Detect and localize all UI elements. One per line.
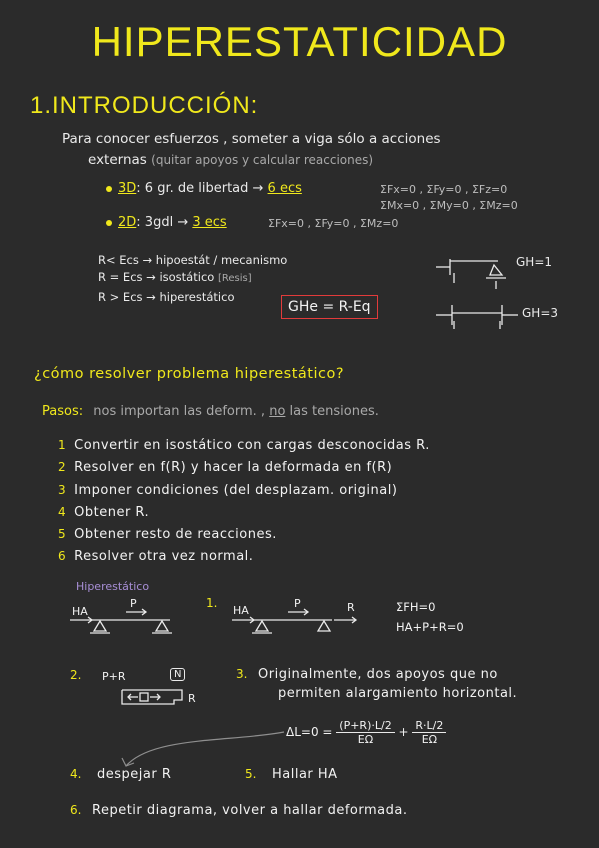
step-number: 1 bbox=[58, 438, 67, 452]
relation-1: R< Ecs → hipoestát / mecanismo bbox=[98, 253, 288, 267]
gh-diagrams bbox=[430, 255, 580, 335]
step5-text: Hallar HA bbox=[272, 767, 338, 782]
example-step6-number: 6. bbox=[70, 803, 82, 817]
step-item bbox=[58, 483, 397, 498]
beam-hiper bbox=[70, 606, 200, 640]
steps-note-no: no bbox=[269, 404, 286, 419]
bullet-3d-text: : 6 gr. de libertad → bbox=[136, 181, 264, 196]
bullet-3d bbox=[106, 181, 302, 196]
step3-line1: Originalmente, dos apoyos que no bbox=[258, 667, 498, 682]
eqs-3d-line2: ΣMx=0 , ΣMy=0 , ΣMz=0 bbox=[380, 199, 518, 212]
example-step2-number: 2. bbox=[70, 668, 82, 682]
p-label-1: P bbox=[130, 597, 137, 610]
step-text: Resolver en f(R) y hacer la deformada en f(R) bbox=[74, 460, 393, 475]
question-heading: ¿cómo resolver problema hiperestático? bbox=[34, 366, 345, 382]
relation-3: R > Ecs → hiperestático bbox=[98, 290, 235, 304]
step2-n-box: N bbox=[170, 668, 185, 681]
relation-2-text: R = Ecs → isostático bbox=[98, 270, 215, 284]
step-item bbox=[58, 527, 277, 542]
gh3-label: GH=3 bbox=[522, 306, 559, 320]
bullet-2d bbox=[106, 215, 227, 230]
eqs-3d-line1: ΣFx=0 , ΣFy=0 , ΣFz=0 bbox=[380, 183, 508, 196]
step-item bbox=[58, 460, 392, 475]
fraction-1-denominator: EΩ bbox=[357, 733, 374, 746]
eq-ha-p-r: HA+P+R=0 bbox=[396, 620, 464, 634]
fraction-1 bbox=[336, 719, 394, 746]
step-item bbox=[58, 438, 430, 453]
intro-line1: Para conocer esfuerzos , someter a viga sólo a acciones bbox=[62, 131, 441, 147]
steps-note-a: nos importan las deform. , bbox=[93, 404, 266, 419]
delta-l: ΔL=0 = bbox=[286, 725, 333, 739]
steps-label: Pasos: bbox=[42, 404, 84, 419]
relation-2-note: [Resis] bbox=[217, 273, 252, 284]
formula-box: GHe = R-Eq bbox=[281, 295, 378, 319]
r-label-2: R bbox=[347, 601, 355, 614]
example-step1-number: 1. bbox=[206, 596, 218, 610]
ha-label-2: HA bbox=[233, 604, 249, 617]
bar-step2 bbox=[118, 686, 188, 710]
step3-line2: permiten alargamiento horizontal. bbox=[278, 686, 518, 701]
equation bbox=[286, 719, 446, 746]
step-text: Imponer condiciones (del desplazam. original) bbox=[74, 483, 398, 498]
gh1-label: GH=1 bbox=[516, 255, 553, 269]
bullet-2d-label: 2D bbox=[118, 215, 137, 230]
step2-r: R bbox=[188, 692, 196, 705]
bullet-2d-text: : 3gdl → bbox=[136, 215, 189, 230]
bullet-2d-ecs: 3 ecs bbox=[192, 215, 227, 230]
step4-text: despejar R bbox=[97, 767, 172, 782]
page-title: HIPERESTATICIDAD bbox=[91, 18, 508, 65]
step-number: 5 bbox=[58, 527, 67, 541]
beam-step1 bbox=[232, 606, 362, 640]
steps-note-b: las tensiones. bbox=[289, 404, 379, 419]
hiper-label: Hiperestático bbox=[76, 580, 150, 593]
step2-label: P+R bbox=[102, 670, 126, 683]
relation-2 bbox=[98, 270, 252, 284]
eq-sum-fh: ΣFH=0 bbox=[396, 600, 436, 614]
ha-label-1: HA bbox=[72, 605, 88, 618]
step-number: 2 bbox=[58, 460, 67, 474]
example-step4-number: 4. bbox=[70, 767, 82, 781]
step-text: Obtener R. bbox=[74, 505, 150, 520]
intro-heading: 1.INTRODUCCIÓN: bbox=[30, 92, 259, 119]
step-text: Obtener resto de reacciones. bbox=[74, 527, 277, 542]
fraction-2-denominator: EΩ bbox=[421, 733, 438, 746]
step-number: 6 bbox=[58, 549, 67, 563]
example-step3-number: 3. bbox=[236, 667, 248, 681]
bullet-3d-ecs: 6 ecs bbox=[267, 181, 302, 196]
intro-line2-note: (quitar apoyos y calcular reacciones) bbox=[151, 153, 374, 167]
step-number: 4 bbox=[58, 505, 67, 519]
step-item bbox=[58, 505, 149, 520]
fraction-1-numerator: (P+R)·L/2 bbox=[336, 719, 394, 733]
bullet-dot bbox=[106, 186, 112, 192]
step6-text: Repetir diagrama, volver a hallar deformada. bbox=[92, 803, 408, 818]
step-text: Convertir en isostático con cargas desconocidas R. bbox=[74, 438, 430, 453]
fraction-2-numerator: R·L/2 bbox=[412, 719, 446, 733]
step-text: Resolver otra vez normal. bbox=[74, 549, 254, 564]
intro-line2 bbox=[88, 152, 373, 168]
bullet-3d-label: 3D bbox=[118, 181, 137, 196]
step-number: 3 bbox=[58, 483, 67, 497]
p-label-2: P bbox=[294, 597, 301, 610]
bullet-dot bbox=[106, 220, 112, 226]
plus-sign: + bbox=[398, 725, 409, 739]
intro-line2-text: externas bbox=[88, 152, 147, 168]
fraction-2 bbox=[412, 719, 446, 746]
step-item bbox=[58, 549, 253, 564]
eqs-2d: ΣFx=0 , ΣFy=0 , ΣMz=0 bbox=[268, 217, 399, 230]
example-step5-number: 5. bbox=[245, 767, 257, 781]
steps-header bbox=[42, 404, 379, 419]
